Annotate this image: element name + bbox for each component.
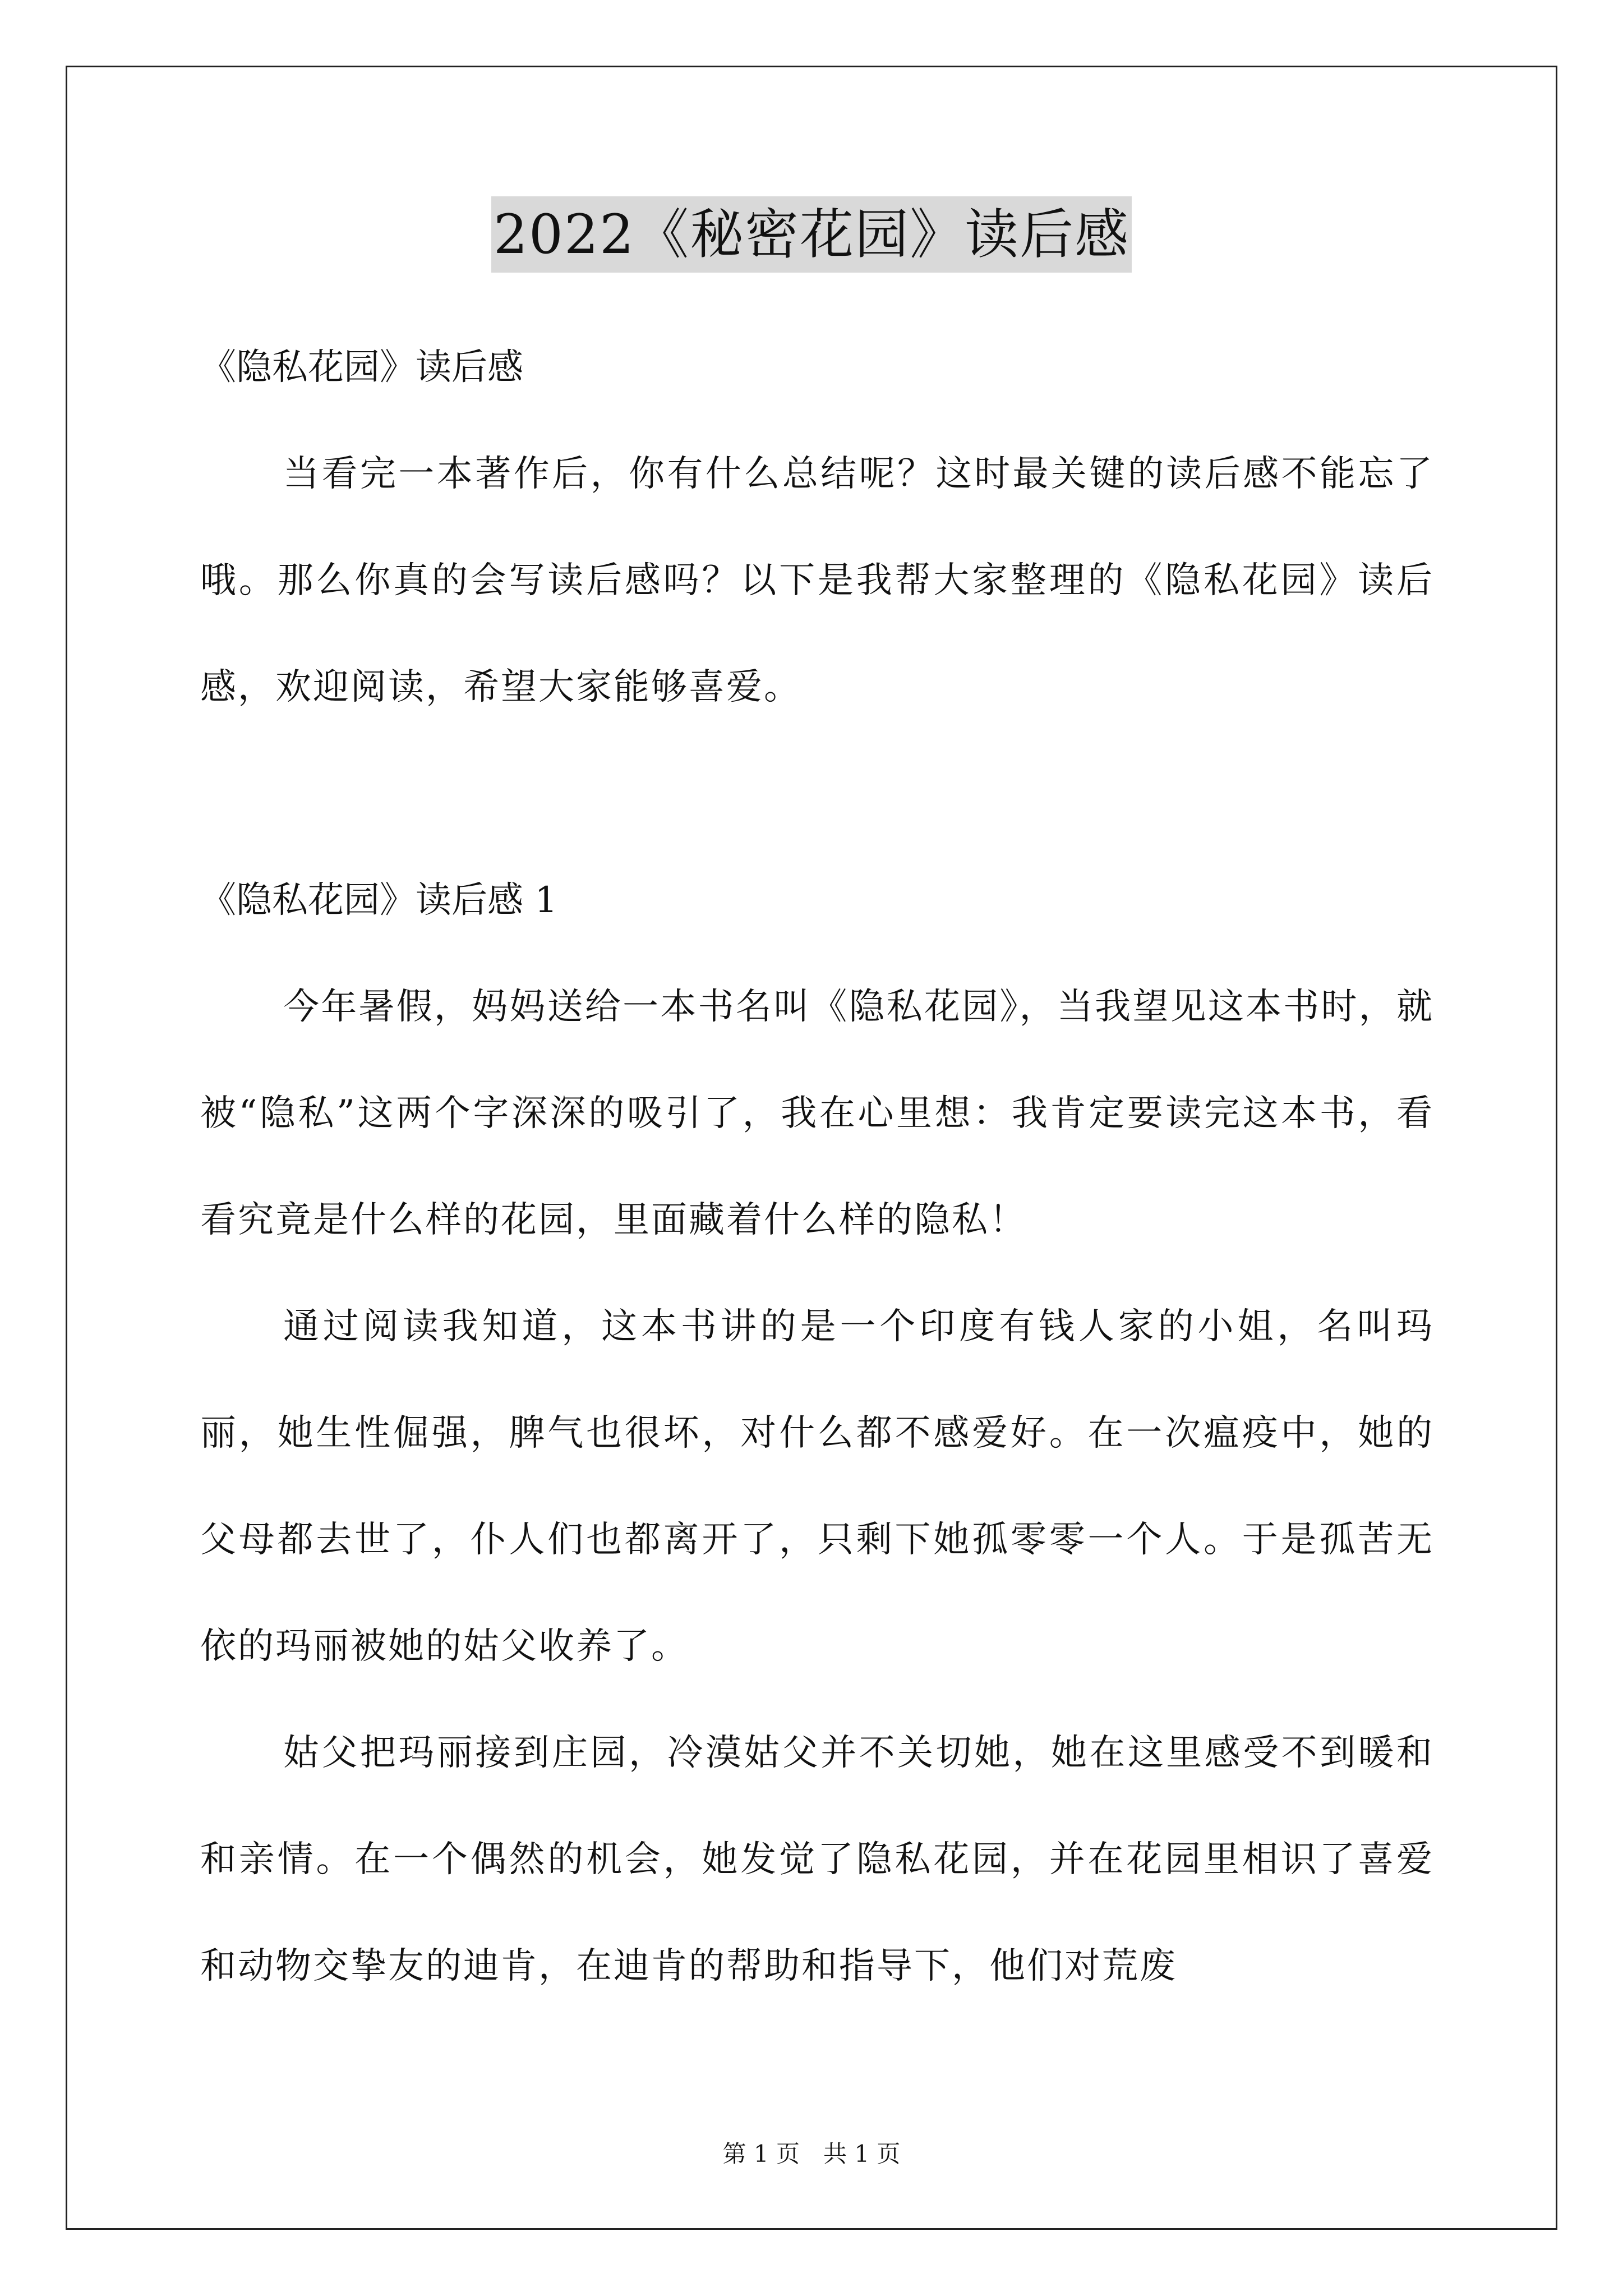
page-footer: 第 1 页 共 1 页 (722, 2140, 901, 2168)
document-title: 2022《秘密花园》读后感 (491, 196, 1132, 273)
document-body (200, 314, 1434, 2019)
intro-heading: 《隐私花园》读后感 (200, 347, 523, 388)
section-gap (200, 740, 1434, 847)
section1-heading: 《隐私花园》读后感 1 (200, 880, 558, 921)
intro-paragraph: 当看完一本著作后，你有什么总结呢？这时最关键的读后感不能忘了哦。那么你真的会写读后感吗？以下是我帮大家整理的《隐私花园》读后感，欢迎阅读，希望大家能够喜爱。 (200, 453, 1434, 708)
title-container (0, 196, 1623, 273)
body-paragraph: 姑父把玛丽接到庄园，冷漠姑父并不关切她，她在这里感受不到暖和和亲情。在一个偶然的机会，她发觉了隐私花园，并在花园里相识了喜爱和动物交挚友的迪肯，在迪肯的帮助和指导下，他们对荒废 (200, 1732, 1434, 1987)
body-paragraph: 通过阅读我知道，这本书讲的是一个印度有钱人家的小姐，名叫玛丽，她生性倔强，脾气也很坏，对什么都不感爱好。在一次瘟疫中，她的父母都去世了，仆人们也都离开了，只剩下她孤零零一个人。于是孤苦无依的玛丽被她的姑父收养了。 (200, 1306, 1434, 1667)
body-paragraph: 今年暑假，妈妈送给一本书名叫《隐私花园》，当我望见这本书时，就被“隐私”这两个字深深的吸引了，我在心里想：我肯定要读完这本书，看看究竟是什么样的花园，里面藏着什么样的隐私！ (200, 986, 1434, 1241)
